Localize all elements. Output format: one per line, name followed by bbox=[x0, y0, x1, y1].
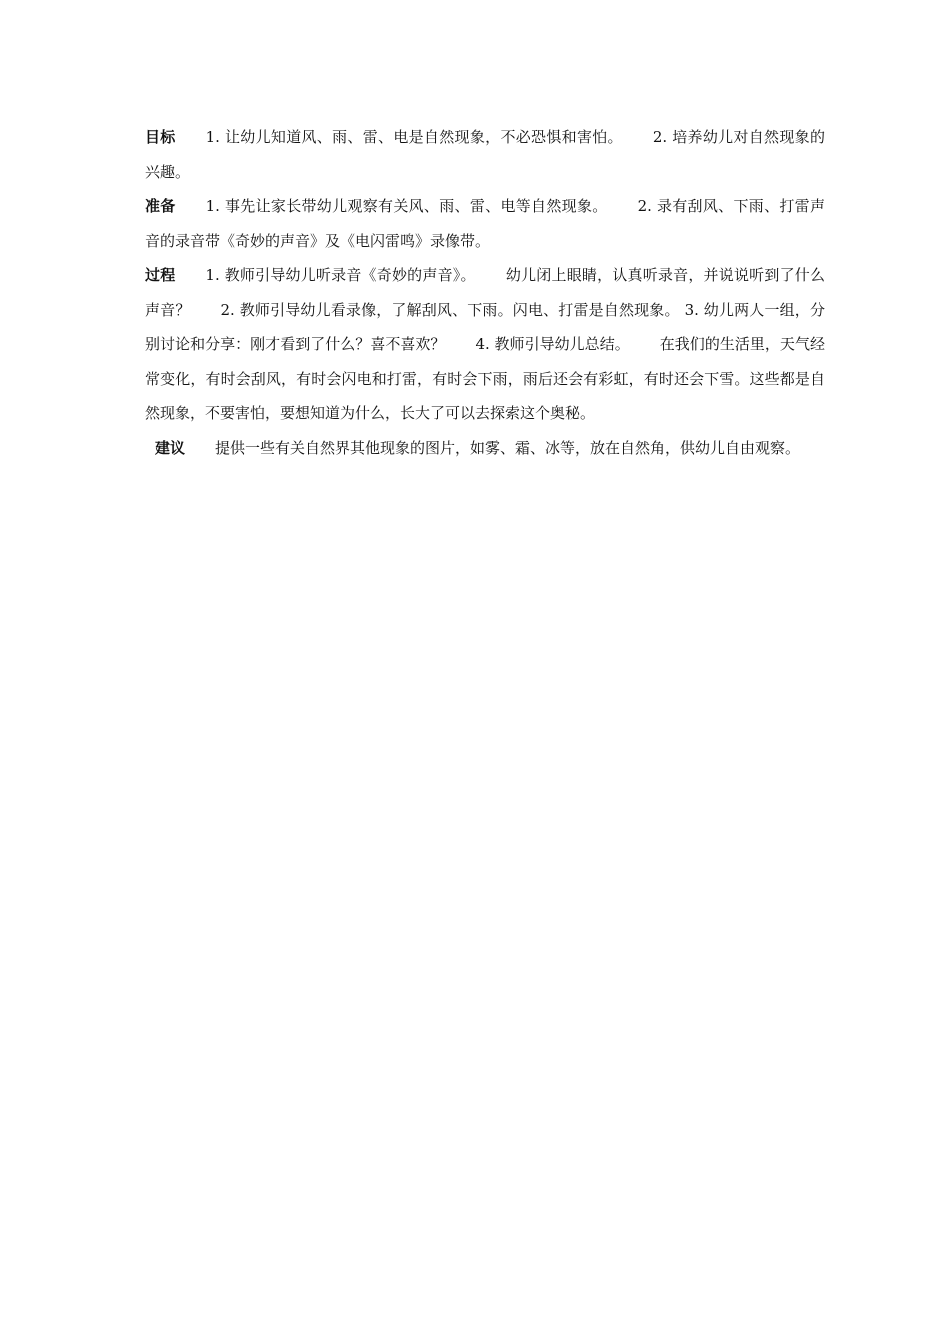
preparation-item: 2. 录有刮风、下雨、打雷声音的录音带《奇妙的声音》及《电闪雷鸣》录像带。 bbox=[145, 197, 825, 250]
section-process bbox=[145, 258, 825, 431]
section-label: 建议 bbox=[155, 438, 186, 457]
section-label: 过程 bbox=[145, 266, 176, 284]
section-label: 准备 bbox=[145, 197, 176, 215]
process-item: 1. 教师引导幼儿听录音《奇妙的声音》。 bbox=[205, 266, 476, 284]
process-item: 2. 教师引导幼儿看录像，了解刮风、下雨。闪电、打雷是自然现象。 bbox=[220, 300, 680, 319]
process-item: 幼儿闭上眼睛，认真听录音，并说说听到了什么声音？ bbox=[145, 266, 825, 319]
goal-item: 1. 让幼儿知道风、雨、雷、电是自然现象，不必恐惧和害怕。 bbox=[205, 128, 623, 146]
section-goals bbox=[145, 120, 825, 189]
section-preparation bbox=[145, 189, 825, 258]
section-suggestion bbox=[145, 431, 825, 466]
process-item: 3. 幼儿两人一组，分别讨论和分享：刚才看到了什么？喜不喜欢？ bbox=[145, 300, 825, 353]
document-body bbox=[145, 120, 825, 465]
process-item: 在我们的生活里，天气经常变化，有时会刮风，有时会闪电和打雷，有时会下雨，雨后还会有彩虹，有时还会下雪。这些都是自然现象，不要害怕，要想知道为什么，长大了可以去探索这个奥秘。 bbox=[145, 335, 825, 422]
goal-item: 2. 培养幼儿对自然现象的兴趣。 bbox=[145, 128, 825, 181]
preparation-item: 1. 事先让家长带幼儿观察有关风、雨、雷、电等自然现象。 bbox=[205, 197, 608, 215]
process-item: 4. 教师引导幼儿总结。 bbox=[475, 335, 630, 353]
suggestion-item: 提供一些有关自然界其他现象的图片，如雾、霜、冰等，放在自然角，供幼儿自由观察。 bbox=[215, 438, 801, 457]
section-label: 目标 bbox=[145, 128, 176, 146]
